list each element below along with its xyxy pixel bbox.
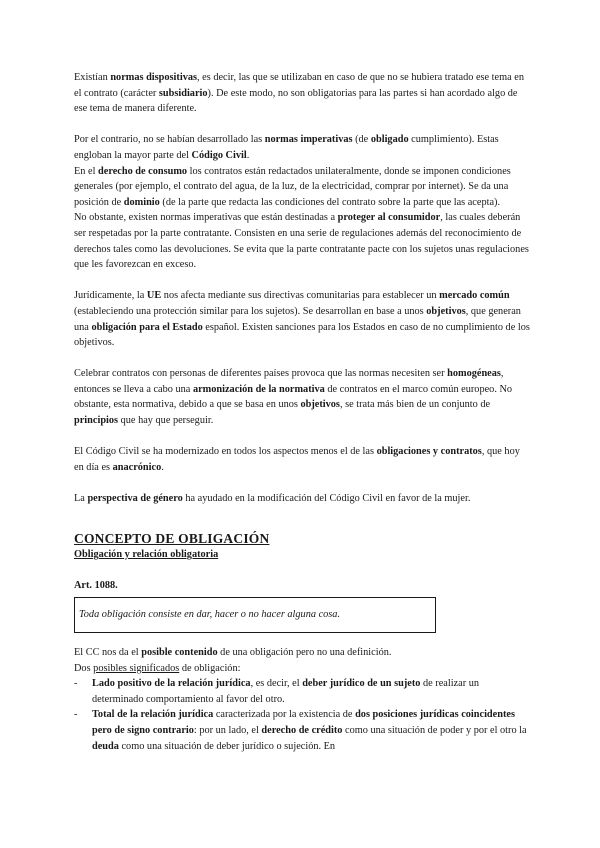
paragraph-civil-code <box>74 444 530 475</box>
text-run: , las cuales deberán ser respetadas por la parte contratante. Consisten en una serie de regulaciones además del reconocimiento de derechos tales como las devoluciones. Se evita que la parte contratante pacte con los sujetos unas regulaciones que les favorezcan en exceso. <box>74 212 529 271</box>
text-run: de contratos en el marco común europeo. No obstante, esta normativa, debido a que se basa en unos <box>74 383 513 411</box>
text-run: El CC nos da el <box>74 647 142 658</box>
bold-term: anacrónico <box>112 461 162 473</box>
paragraph-eu-directives <box>74 288 530 350</box>
text-run: , es decir, las que se utilizaban en caso de que no se hubiera tratado ese tema en el contrato (carácter <box>74 72 524 99</box>
paragraph-consumer-law <box>74 164 530 211</box>
text-run: que hay que perseguir. <box>118 415 214 427</box>
bold-term: Código Civil <box>191 149 247 161</box>
paragraph-gender-perspective <box>74 491 530 507</box>
text-run: Celebrar contratos con personas de diferentes países provoca que las normas necesiten ser <box>74 368 448 380</box>
text-run: de realizar un determinado comportamiento al favor del otro. <box>92 678 480 705</box>
text-run: Dos <box>74 662 94 674</box>
text-run: cumplimiento). Estas engloban la mayor parte del <box>74 134 499 161</box>
bold-term: principios <box>74 415 119 427</box>
text-run: de obligación: <box>179 662 241 674</box>
section-title: CONCEPTO DE OBLIGACIÓN <box>74 531 270 547</box>
list-item-text <box>92 678 479 705</box>
bold-term: derecho de consumo <box>98 165 188 177</box>
text-run: . <box>246 149 250 161</box>
text-run: nos afecta mediante sus directivas comunitarias para establecer un <box>161 290 440 302</box>
article-quote-text: Toda obligación consiste en dar, hacer o no hacer alguna cosa. <box>79 609 341 620</box>
bold-term: objetivos <box>300 399 340 411</box>
text-run: de una obligación pero no una definición. <box>217 647 392 658</box>
bold-term: obligación para el Estado <box>91 321 203 333</box>
paragraph-meanings-intro <box>74 661 530 677</box>
bold-term: objetivos <box>426 305 466 317</box>
bold-term: posible contenido <box>141 647 218 658</box>
section-subtitle: Obligación y relación obligatoria <box>74 549 219 561</box>
article-quote-box <box>74 597 436 633</box>
list-item <box>74 707 530 754</box>
text-run: ). De este modo, no son obligatorias para las partes si han acordado algo de ese tema de manera diferente. <box>74 87 518 115</box>
text-run: . <box>161 461 164 473</box>
underlined-term: posibles significados <box>93 662 180 674</box>
text-run: (de la parte que redacta las condiciones del contrato sobre la parte que las acepta). <box>159 196 501 208</box>
bold-term: Total de la relación jurídica <box>92 709 214 721</box>
meanings-list <box>74 676 530 754</box>
paragraph-consumer-protection <box>74 210 530 272</box>
text-run: : por un lado, el <box>193 724 262 736</box>
text-run: los contratos están redactados unilateralmente, donde se imponen condiciones generales (por ejemplo, el contrato del agua, de la luz, de la electricidad, comprar por internet). Se da una posición de <box>74 165 511 208</box>
paragraph-imperative-norms <box>74 132 530 163</box>
text-run: , se trata más bien de un conjunto de <box>339 399 491 411</box>
bold-term: perspectiva de género <box>87 493 183 505</box>
paragraph-dispositive-norms <box>74 70 530 117</box>
text-run: En el <box>74 165 99 177</box>
text-run: Por el contrario, no se habían desarrollado las <box>74 134 265 146</box>
bold-term: UE <box>146 290 162 302</box>
text-run: (estableciendo una protección similar para los sujetos). Se desarrollan en base a unos <box>74 305 427 317</box>
list-item <box>74 676 530 707</box>
text-run: caracterizada por la existencia de <box>213 709 356 721</box>
text-run: español. Existen sanciones para los Estados en caso de no cumplimiento de los objetivos. <box>74 321 530 349</box>
bold-term: Lado positivo de la relación jurídica <box>92 678 251 690</box>
bold-term: deuda <box>92 740 119 752</box>
paragraph-harmonization <box>74 366 530 428</box>
bold-term: dos posiciones jurídicas coincidentes pero de signo contrario <box>92 709 515 736</box>
document-body <box>74 70 530 754</box>
text-run: , entonces se lleva a cabo una <box>74 368 504 395</box>
bold-term: homogéneas <box>447 368 501 380</box>
bold-term: armonización de la normativa <box>192 383 325 395</box>
text-run: El Código Civil se ha modernizado en todos los aspectos menos el de las <box>74 446 377 458</box>
bold-term: dominio <box>123 196 160 208</box>
bold-term: normas imperativas <box>264 134 353 146</box>
text-run: (de <box>352 134 371 146</box>
bold-term: obligaciones y contratos <box>376 446 482 458</box>
paragraph-possible-content <box>74 645 530 661</box>
text-run: Jurídicamente, la <box>74 290 147 302</box>
bullet-marker: - <box>74 709 78 721</box>
text-run: La <box>74 493 88 505</box>
bold-term: subsidiario <box>158 87 208 99</box>
bold-term: derecho de crédito <box>261 724 343 736</box>
bold-term: mercado común <box>439 290 510 302</box>
text-run: como una situación de deber jurídico o sujeción. En <box>118 740 336 752</box>
list-item-text <box>92 709 527 751</box>
text-run: Existían <box>74 72 111 83</box>
bold-term: deber jurídico de un sujeto <box>302 678 421 690</box>
article-heading: Art. 1088. <box>74 580 118 592</box>
bold-term: normas dispositivas <box>110 72 198 83</box>
bold-term: obligado <box>370 134 409 146</box>
bullet-marker: - <box>74 678 78 690</box>
text-run: , que hoy en día es <box>74 446 520 473</box>
bold-term: proteger al consumidor <box>337 212 441 224</box>
text-run: , es decir, el <box>250 678 303 690</box>
text-run: ha ayudado en la modificación del Código Civil en favor de la mujer. <box>182 493 471 505</box>
text-run: como una situación de poder y por el otro la <box>342 724 527 736</box>
text-run: No obstante, existen normas imperativas que están destinadas a <box>74 212 338 224</box>
text-run: , que generan una <box>74 305 521 333</box>
